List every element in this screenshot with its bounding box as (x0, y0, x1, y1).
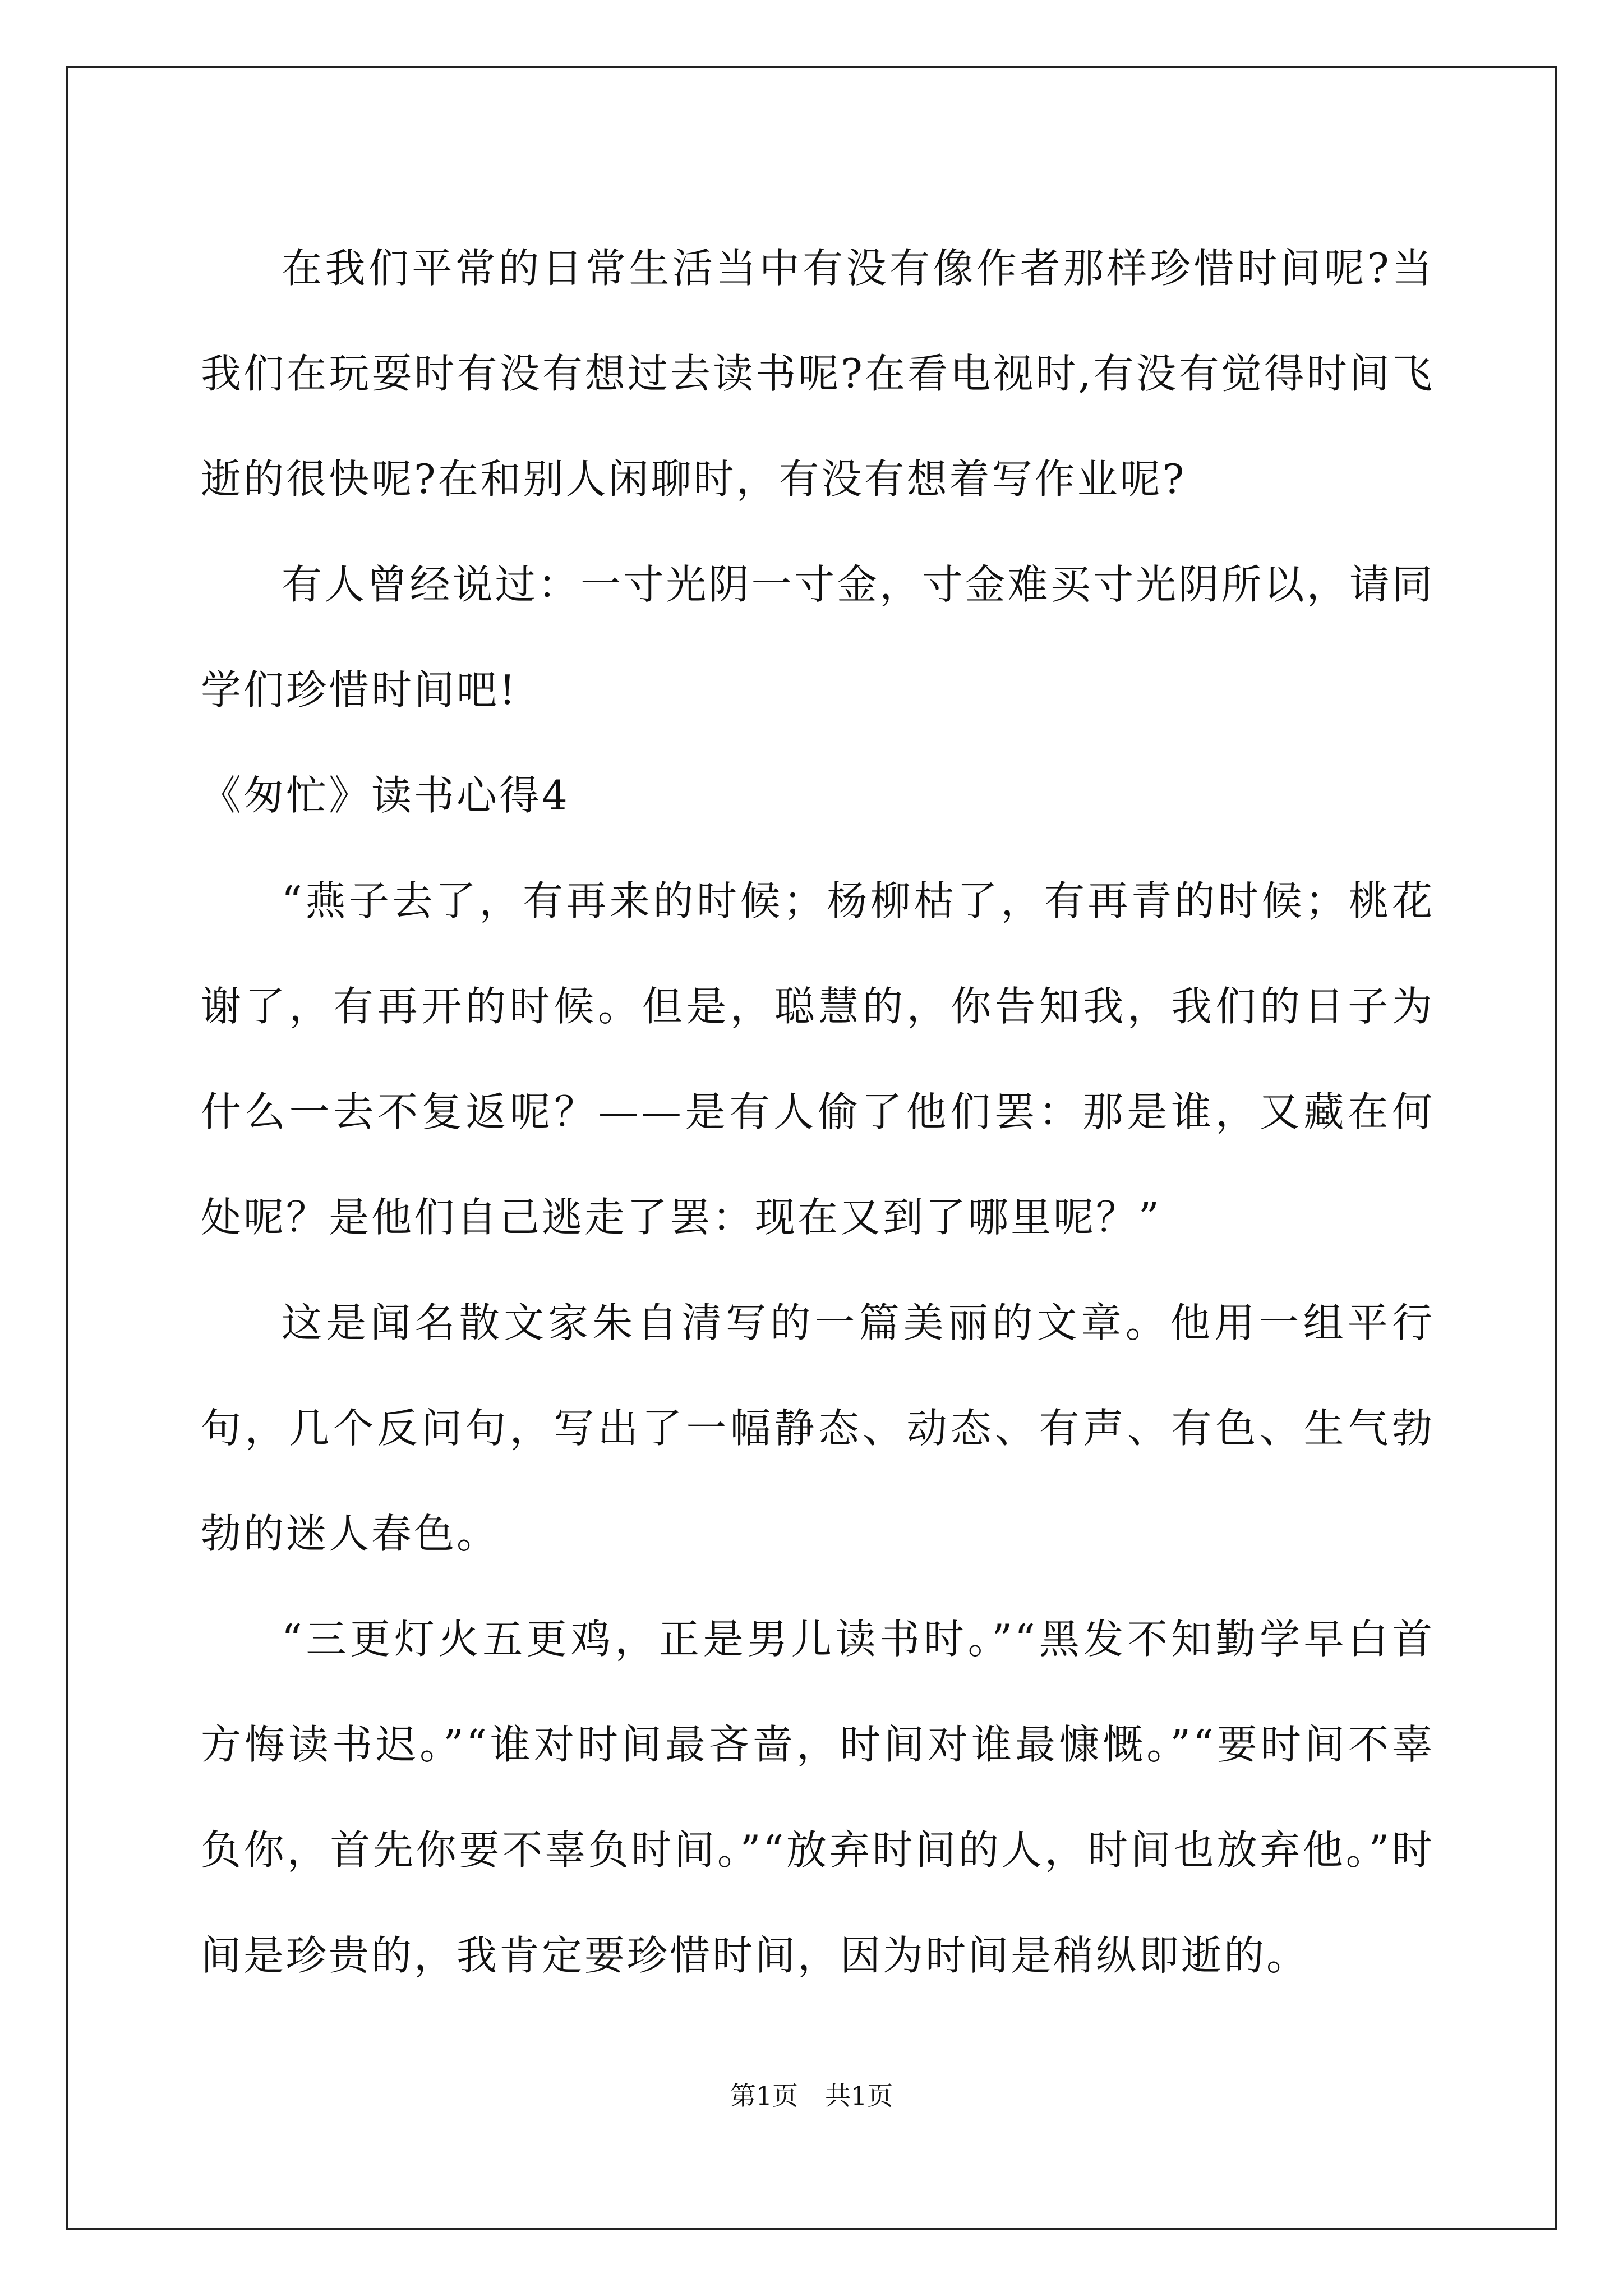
paragraph: 这是闻名散文家朱自清写的一篇美丽的文章。他用一组平行句，几个反问句，写出了一幅静态、动态、有声、有色、生气勃勃的迷人春色。 (201, 1299, 1435, 1557)
paragraph: 有人曾经说过：一寸光阴一寸金，寸金难买寸光阴所以，请同学们珍惜时间吧! (201, 561, 1435, 714)
page-number: 第1页 (730, 2081, 798, 2111)
paragraph: “燕子去了，有再来的时候；杨柳枯了，有再青的时候；桃花谢了，有再开的时候。但是，聪慧的，你告知我，我们的日子为什么一去不复返呢？——是有人偷了他们罢：那是谁，又藏在何处呢？是他们自己逃走了罢：现在又到了哪里呢？” (201, 877, 1435, 1241)
section-heading: 《匆忙》读书心得4 (201, 772, 570, 819)
document-body (201, 215, 1435, 2008)
paragraph: 在我们平常的日常生活当中有没有像作者那样珍惜时间呢?当我们在玩耍时有没有想过去读书呢?在看电视时,有没有觉得时间飞逝的很快呢?在和别人闲聊时，有没有想着写作业呢? (201, 245, 1435, 503)
page-footer (0, 2076, 1623, 2113)
paragraph: “三更灯火五更鸡，正是男儿读书时。”“黑发不知勤学早白首方悔读书迟。”“谁对时间最吝啬，时间对谁最慷慨。”“要时间不辜负你，首先你要不辜负时间。”“放弃时间的人，时间也放弃他。”时间是珍贵的，我肯定要珍惜时间，因为时间是稍纵即逝的。 (201, 1616, 1435, 1979)
page-count: 共1页 (825, 2081, 893, 2111)
